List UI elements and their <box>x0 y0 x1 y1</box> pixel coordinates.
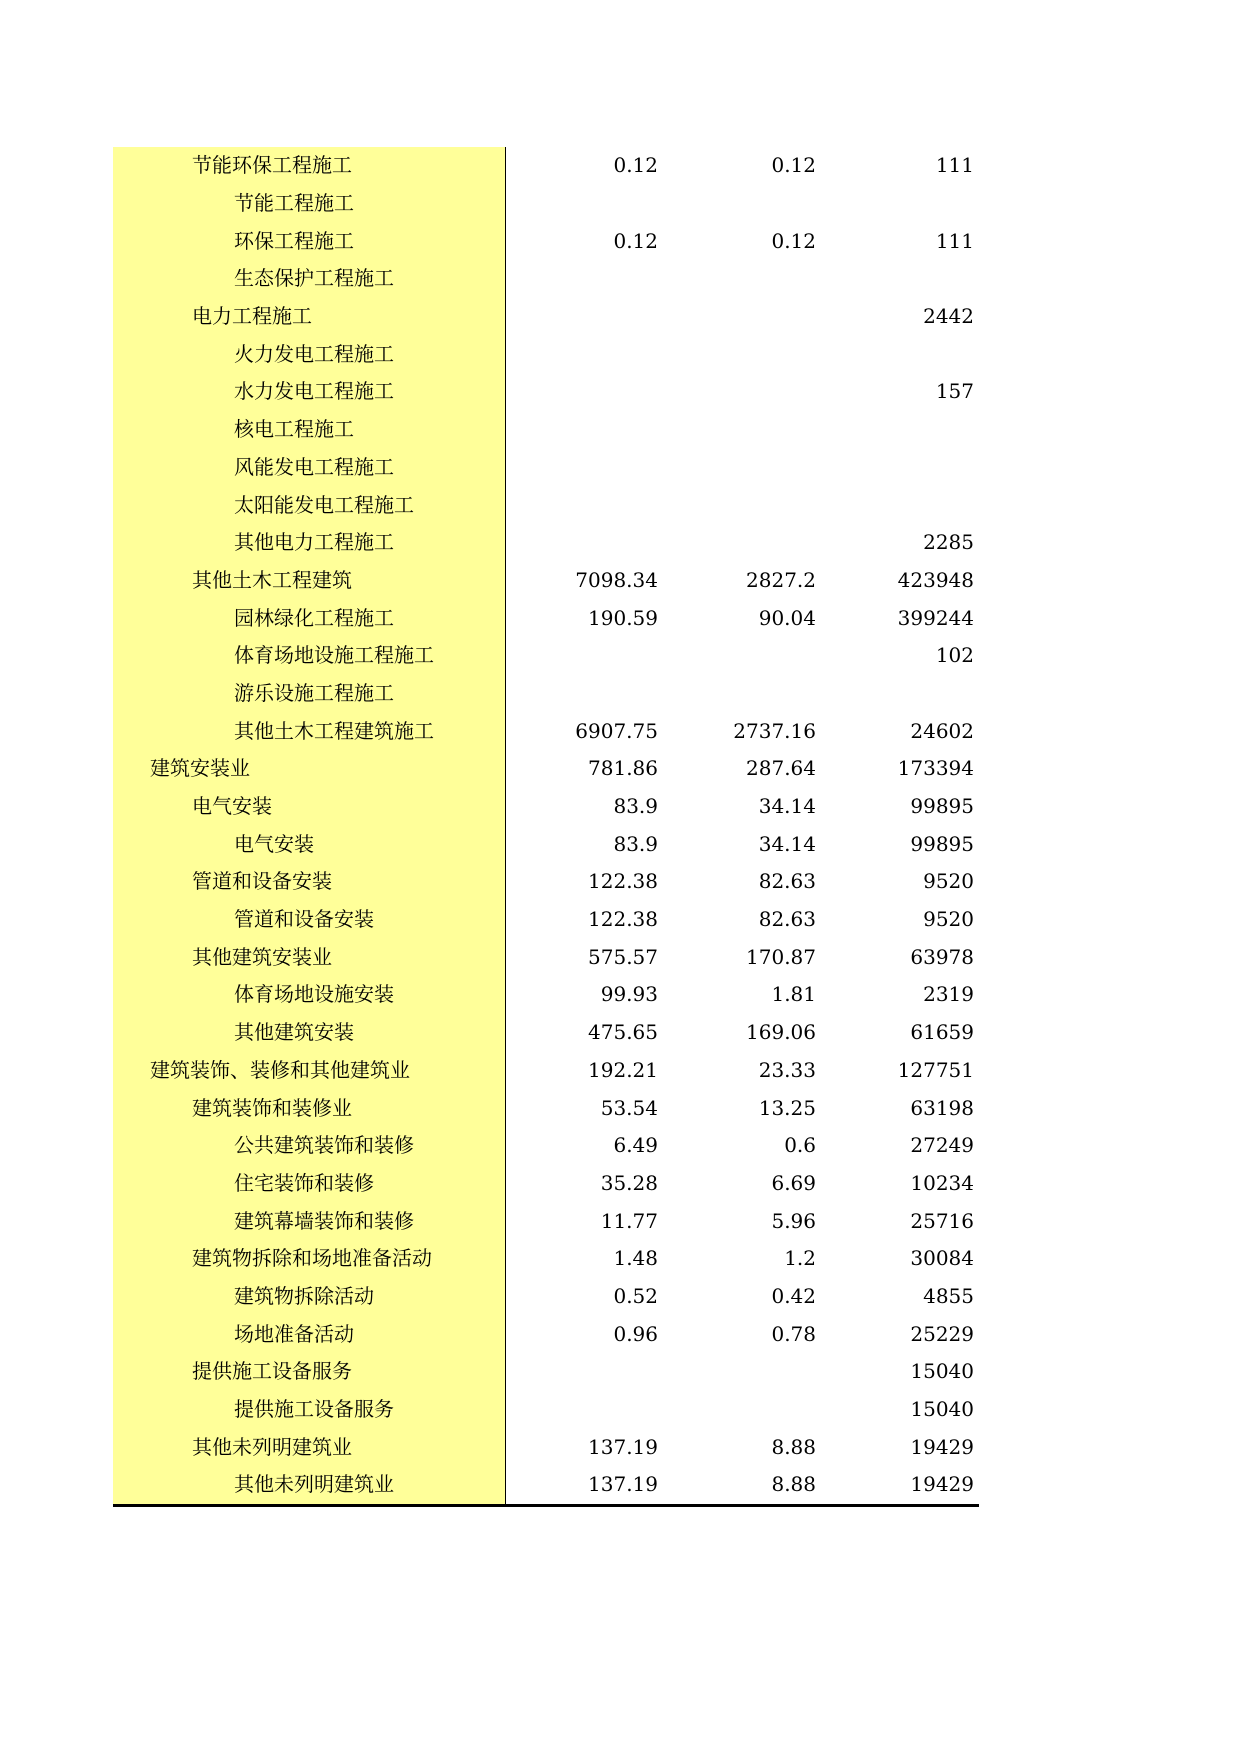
value-cell-col1: 53.54 <box>600 1095 658 1120</box>
row-label-cell: 建筑安装业 <box>113 750 505 788</box>
statistics-table <box>113 147 979 1507</box>
value-cell-col2: 287.64 <box>746 756 816 781</box>
value-cell-col1 <box>505 260 663 298</box>
value-cell-col3: 19429 <box>910 1434 974 1459</box>
value-cell-col3: 9520 <box>923 869 974 894</box>
value-cell-col1: 0.52 <box>613 1283 658 1308</box>
value-cell-col1 <box>505 486 663 524</box>
value-cell-col1: 122.38 <box>588 869 658 894</box>
value-cell-col2: 34.14 <box>758 831 816 856</box>
table-row <box>113 1202 979 1240</box>
value-cell-col1: 83.9 <box>613 794 658 819</box>
value-cell-col2: 0.78 <box>771 1321 816 1346</box>
row-label-cell: 风能发电工程施工 <box>113 449 505 487</box>
table-row <box>113 901 979 939</box>
value-cell-col3: 63198 <box>910 1095 974 1120</box>
value-cell-col3: 99895 <box>910 794 974 819</box>
value-cell-col1: 6.49 <box>613 1133 658 1158</box>
table-row <box>113 750 979 788</box>
table-row <box>113 524 979 562</box>
value-cell-col1: 1.48 <box>613 1246 658 1271</box>
value-cell-col1 <box>505 298 663 336</box>
row-label-cell: 生态保护工程施工 <box>113 260 505 298</box>
value-cell-col1 <box>505 411 663 449</box>
spreadsheet-page <box>113 147 979 1507</box>
value-cell-col3 <box>821 486 979 524</box>
row-label-cell: 建筑装饰、装修和其他建筑业 <box>113 1052 505 1090</box>
row-label-cell: 建筑装饰和装修业 <box>113 1089 505 1127</box>
value-cell-col1 <box>505 524 663 562</box>
value-cell-col1: 35.28 <box>600 1170 658 1195</box>
table-row <box>113 1089 979 1127</box>
value-cell-col2 <box>663 298 821 336</box>
value-cell-col2: 0.42 <box>771 1283 816 1308</box>
value-cell-col3: 10234 <box>910 1170 974 1195</box>
value-cell-col3: 4855 <box>923 1283 974 1308</box>
value-cell-col2 <box>663 524 821 562</box>
row-label-cell: 节能环保工程施工 <box>113 147 505 185</box>
value-cell-col3: 15040 <box>910 1397 974 1422</box>
row-label-cell: 提供施工设备服务 <box>113 1353 505 1391</box>
table-row <box>113 599 979 637</box>
value-cell-col3: 63978 <box>910 944 974 969</box>
value-cell-col2: 34.14 <box>758 794 816 819</box>
value-cell-col2 <box>663 1391 821 1429</box>
row-label-cell: 建筑物拆除活动 <box>113 1278 505 1316</box>
table-row <box>113 1278 979 1316</box>
table-row <box>113 222 979 260</box>
table-row <box>113 298 979 336</box>
value-cell-col3: 127751 <box>897 1057 974 1082</box>
row-label-cell: 环保工程施工 <box>113 222 505 260</box>
row-label-cell: 电力工程施工 <box>113 298 505 336</box>
value-cell-col2: 82.63 <box>758 907 816 932</box>
value-cell-col3 <box>821 260 979 298</box>
value-cell-col3: 111 <box>935 228 974 253</box>
value-cell-col1 <box>505 185 663 223</box>
value-cell-col2: 1.81 <box>771 982 816 1007</box>
table-row <box>113 260 979 298</box>
value-cell-col3: 27249 <box>910 1133 974 1158</box>
value-cell-col1: 11.77 <box>600 1208 658 1233</box>
value-cell-col3: 157 <box>935 379 974 404</box>
value-cell-col2: 1.2 <box>784 1246 816 1271</box>
table-row <box>113 1466 979 1505</box>
value-cell-col3: 9520 <box>923 907 974 932</box>
value-cell-col1 <box>505 373 663 411</box>
value-cell-col3: 30084 <box>910 1246 974 1271</box>
value-cell-col1 <box>505 335 663 373</box>
value-cell-col3: 102 <box>935 643 974 668</box>
value-cell-col1 <box>505 1353 663 1391</box>
row-label-cell: 火力发电工程施工 <box>113 335 505 373</box>
row-label-cell: 其他未列明建筑业 <box>113 1466 505 1505</box>
value-cell-col3: 99895 <box>910 831 974 856</box>
value-cell-col2 <box>663 373 821 411</box>
table-row <box>113 788 979 826</box>
value-cell-col2: 0.12 <box>771 153 816 178</box>
row-label-cell: 住宅装饰和装修 <box>113 1165 505 1203</box>
value-cell-col3: 24602 <box>910 718 974 743</box>
table-row <box>113 185 979 223</box>
value-cell-col2: 8.88 <box>771 1434 816 1459</box>
value-cell-col2: 13.25 <box>758 1095 816 1120</box>
value-cell-col3: 19429 <box>821 1466 979 1505</box>
value-cell-col2: 23.33 <box>758 1057 816 1082</box>
value-cell-col2: 8.88 <box>663 1466 821 1505</box>
table-row <box>113 1014 979 1052</box>
value-cell-col1 <box>505 637 663 675</box>
table-row <box>113 675 979 713</box>
table-row <box>113 335 979 373</box>
row-label-cell: 其他建筑安装业 <box>113 938 505 976</box>
value-cell-col1 <box>505 1391 663 1429</box>
row-label-cell: 体育场地设施工程施工 <box>113 637 505 675</box>
value-cell-col1: 190.59 <box>588 605 658 630</box>
row-label-cell: 电气安装 <box>113 825 505 863</box>
row-label-cell: 其他建筑安装 <box>113 1014 505 1052</box>
value-cell-col2 <box>663 1353 821 1391</box>
table-row <box>113 147 979 185</box>
row-label-cell: 公共建筑装饰和装修 <box>113 1127 505 1165</box>
row-label-cell: 场地准备活动 <box>113 1315 505 1353</box>
table-row <box>113 1052 979 1090</box>
value-cell-col2 <box>663 335 821 373</box>
row-label-cell: 建筑幕墙装饰和装修 <box>113 1202 505 1240</box>
table-row <box>113 976 979 1014</box>
value-cell-col2: 2737.16 <box>733 718 816 743</box>
value-cell-col1: 475.65 <box>588 1020 658 1045</box>
value-cell-col3: 111 <box>935 153 974 178</box>
value-cell-col1: 781.86 <box>588 756 658 781</box>
row-label-cell: 其他电力工程施工 <box>113 524 505 562</box>
row-label-cell: 电气安装 <box>113 788 505 826</box>
value-cell-col3 <box>821 449 979 487</box>
table-row <box>113 1240 979 1278</box>
value-cell-col2: 169.06 <box>746 1020 816 1045</box>
table-row <box>113 1127 979 1165</box>
value-cell-col1: 137.19 <box>505 1466 663 1505</box>
table-row <box>113 825 979 863</box>
value-cell-col3 <box>821 185 979 223</box>
value-cell-col3: 2285 <box>923 530 974 555</box>
value-cell-col3 <box>821 411 979 449</box>
table-row <box>113 449 979 487</box>
value-cell-col3: 2442 <box>923 304 974 329</box>
row-label-cell: 太阳能发电工程施工 <box>113 486 505 524</box>
value-cell-col1: 575.57 <box>588 944 658 969</box>
value-cell-col1: 0.12 <box>613 228 658 253</box>
table-row <box>113 1428 979 1466</box>
value-cell-col2 <box>663 637 821 675</box>
value-cell-col2: 170.87 <box>746 944 816 969</box>
value-cell-col1: 83.9 <box>613 831 658 856</box>
value-cell-col2 <box>663 486 821 524</box>
value-cell-col1: 137.19 <box>588 1434 658 1459</box>
value-cell-col1: 0.12 <box>613 153 658 178</box>
row-label-cell: 其他土木工程建筑施工 <box>113 712 505 750</box>
row-label-cell: 管道和设备安装 <box>113 901 505 939</box>
table-row <box>113 1391 979 1429</box>
value-cell-col1 <box>505 449 663 487</box>
value-cell-col2 <box>663 675 821 713</box>
value-cell-col2: 5.96 <box>771 1208 816 1233</box>
table-row <box>113 637 979 675</box>
value-cell-col2: 82.63 <box>758 869 816 894</box>
value-cell-col1: 122.38 <box>588 907 658 932</box>
value-cell-col2: 0.12 <box>771 228 816 253</box>
value-cell-col1: 6907.75 <box>575 718 658 743</box>
row-label-cell: 园林绿化工程施工 <box>113 599 505 637</box>
table-row <box>113 373 979 411</box>
row-label-cell: 核电工程施工 <box>113 411 505 449</box>
value-cell-col3: 2319 <box>923 982 974 1007</box>
value-cell-col3: 61659 <box>910 1020 974 1045</box>
row-label-cell: 水力发电工程施工 <box>113 373 505 411</box>
value-cell-col2 <box>663 411 821 449</box>
row-label-cell: 建筑物拆除和场地准备活动 <box>113 1240 505 1278</box>
row-label-cell: 其他土木工程建筑 <box>113 562 505 600</box>
table-row <box>113 486 979 524</box>
row-label-cell: 其他未列明建筑业 <box>113 1428 505 1466</box>
row-label-cell: 体育场地设施安装 <box>113 976 505 1014</box>
value-cell-col2 <box>663 260 821 298</box>
value-cell-col1: 99.93 <box>600 982 658 1007</box>
value-cell-col3: 173394 <box>897 756 974 781</box>
value-cell-col1: 0.96 <box>613 1321 658 1346</box>
table-body <box>113 147 979 1505</box>
table-row <box>113 562 979 600</box>
value-cell-col3 <box>821 335 979 373</box>
value-cell-col3: 399244 <box>897 605 974 630</box>
table-row <box>113 1315 979 1353</box>
table-row <box>113 1165 979 1203</box>
value-cell-col3 <box>821 675 979 713</box>
row-label-cell: 管道和设备安装 <box>113 863 505 901</box>
value-cell-col2 <box>663 185 821 223</box>
value-cell-col2 <box>663 449 821 487</box>
value-cell-col2: 2827.2 <box>746 567 816 592</box>
value-cell-col3: 423948 <box>897 567 974 592</box>
value-cell-col2: 0.6 <box>784 1133 816 1158</box>
table-row <box>113 863 979 901</box>
value-cell-col2: 90.04 <box>758 605 816 630</box>
table-row <box>113 712 979 750</box>
row-label-cell: 节能工程施工 <box>113 185 505 223</box>
value-cell-col3: 25229 <box>910 1321 974 1346</box>
table-row <box>113 411 979 449</box>
value-cell-col3: 25716 <box>910 1208 974 1233</box>
value-cell-col1: 192.21 <box>588 1057 658 1082</box>
value-cell-col3: 15040 <box>910 1359 974 1384</box>
value-cell-col1 <box>505 675 663 713</box>
row-label-cell: 提供施工设备服务 <box>113 1391 505 1429</box>
value-cell-col2: 6.69 <box>771 1170 816 1195</box>
table-row <box>113 938 979 976</box>
table-row <box>113 1353 979 1391</box>
value-cell-col1: 7098.34 <box>575 567 658 592</box>
row-label-cell: 游乐设施工程施工 <box>113 675 505 713</box>
